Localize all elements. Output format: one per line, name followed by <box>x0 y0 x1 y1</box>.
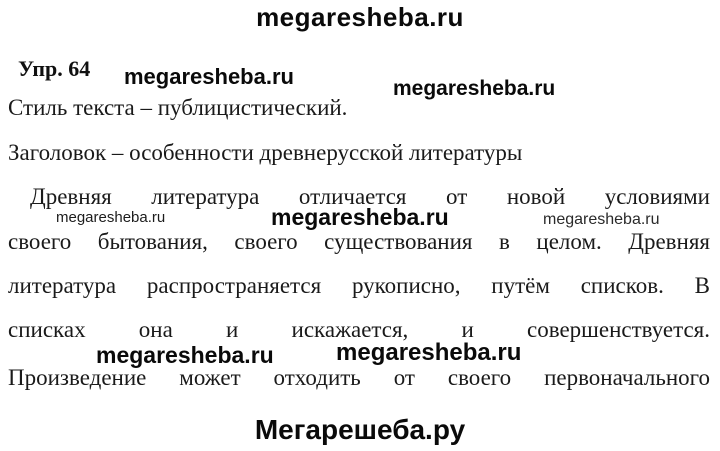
watermark: megaresheba.ru <box>96 342 274 368</box>
paragraph-line: Древняя литература отличается от новой условиями <box>30 184 710 209</box>
watermark: megaresheba.ru <box>336 339 522 366</box>
paragraph-line: своего бытования, своего существования в целом. Древняя <box>8 229 710 254</box>
paragraph-line: Произведение может отходить от своего первоначального <box>8 365 710 390</box>
text-title-line: Заголовок – особенности древнерусской литературы <box>8 140 523 165</box>
paragraph-line: литература распространяется рукописно, путём списков. В <box>8 273 710 298</box>
watermark: megaresheba.ru <box>543 211 660 228</box>
site-header-watermark: megaresheba.ru <box>256 2 464 32</box>
exercise-number: Упр. 64 <box>18 56 91 81</box>
paragraph-line: списках она и искажается, и совершенствуется. <box>8 317 710 342</box>
watermark: megaresheba.ru <box>56 209 166 226</box>
watermark: megaresheba.ru <box>124 64 294 89</box>
text-style-line: Стиль текста – публицистический. <box>8 95 348 120</box>
watermark: megaresheba.ru <box>393 77 556 100</box>
watermark: megaresheba.ru <box>271 204 449 230</box>
site-footer-brand: Мегарешеба.ру <box>254 414 466 445</box>
